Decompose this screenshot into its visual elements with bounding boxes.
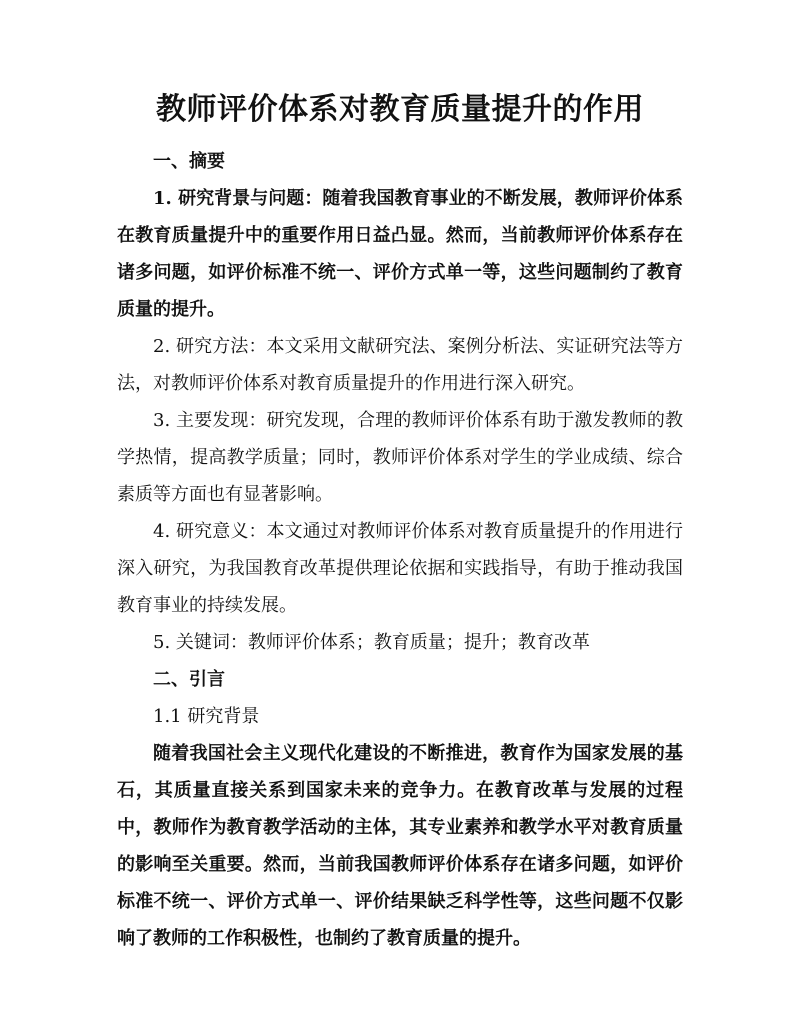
abstract-item-2: 2. 研究方法：本文采用文献研究法、案例分析法、实证研究法等方法，对教师评价体系对教育质量提升的作用进行深入研究。 (117, 336, 683, 394)
abstract-item-1: 1. 研究背景与问题：随着我国教育事业的不断发展，教师评价体系在教育质量提升中的重要作用日益凸显。然而，当前教师评价体系存在诸多问题，如评价标准不统一、评价方式单一等，这些问题制约了教育质量的提升。 (117, 188, 683, 320)
document-body (117, 143, 683, 957)
document-title: 教师评价体系对教育质量提升的作用 (156, 92, 644, 127)
section-heading-abstract: 一、摘要 (153, 151, 225, 172)
section-heading-intro: 二、引言 (153, 669, 225, 690)
intro-paragraph: 随着我国社会主义现代化建设的不断推进，教育作为国家发展的基石，其质量直接关系到国家未来的竞争力。在教育改革与发展的过程中，教师作为教育教学活动的主体，其专业素养和教学水平对教育质量的影响至关重要。然而，当前我国教师评价体系存在诸多问题，如评价标准不统一、评价方式单一、评价结果缺乏科学性等，这些问题不仅影响了教师的工作积极性，也制约了教育质量的提升。 (117, 743, 683, 949)
subsection-heading-background: 1.1 研究背景 (153, 706, 260, 727)
abstract-item-5: 5. 关键词：教师评价体系；教育质量；提升；教育改革 (153, 632, 590, 653)
abstract-item-4: 4. 研究意义：本文通过对教师评价体系对教育质量提升的作用进行深入研究，为我国教育改革提供理论依据和实践指导，有助于推动我国教育事业的持续发展。 (117, 521, 683, 616)
abstract-item-3: 3. 主要发现：研究发现，合理的教师评价体系有助于激发教师的教学热情，提高教学质量；同时，教师评价体系对学生的学业成绩、综合素质等方面也有显著影响。 (117, 410, 683, 505)
